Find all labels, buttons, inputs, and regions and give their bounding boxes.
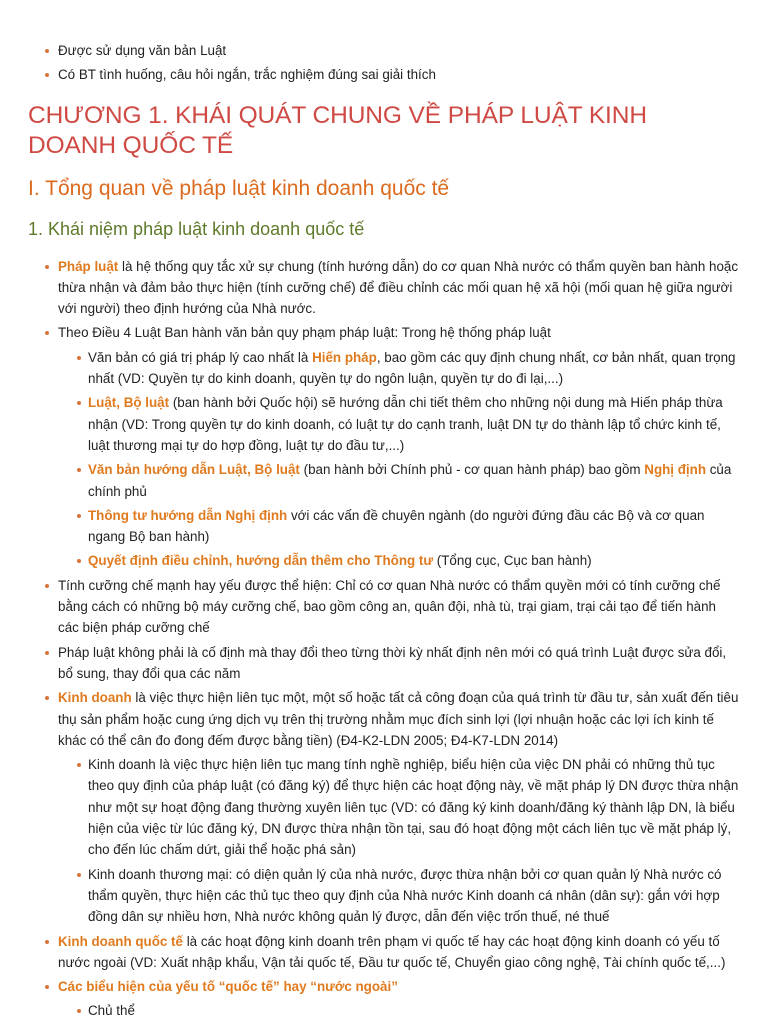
item-text: (ban hành bởi Quốc hội) sẽ hướng dẫn chi tiết thêm cho những nội dung mà Hiến pháp thừa nhận (VD: Trong quyền tự do kinh doanh, có luật tự do cạnh tranh, luật DN tự do thành lập tổ chức kinh tế, luật thương mại tự do hợp đồng, luật tự do đầu tư,...) bbox=[88, 395, 723, 453]
item-text: , bao gồm các quy định chung nhất, cơ bản nhất, quan trọng nhất (VD: Quyền tự do kinh doanh, quyền tự do ngôn luận, quyền tự do đi lại,...) bbox=[88, 349, 736, 387]
item-text: với các vấn đề chuyên ngành (do người đứng đầu các Bộ và cơ quan ngang Bộ ban hành) bbox=[88, 507, 705, 545]
list-item-dieu-4 bbox=[28, 322, 740, 571]
list-item-phap-luat bbox=[28, 256, 740, 320]
term-kinh-doanh: Kinh doanh bbox=[58, 690, 132, 706]
sub-item-kinh-doanh-nghe-nghiep: Kinh doanh là việc thực hiện liên tục mang tính nghề nghiệp, biểu hiện của việc DN phải có những thủ tục theo quy định của pháp luật (có đăng ký) để thực hiện các hoạt động này, về mặt pháp lý DN được thừa nhận như một sự hoạt động đang thường xuyên liên tục (VD: có đăng ký kinh doanh/đăng ký thành lập DN, là biểu hiện của việc từ lúc đăng ký, DN được thừa nhận tồn tại, sau đó hoạt động một cách liên tục về mặt pháp lý, cho đến lúc chấm dứt, giải thể hoặc phá sản) bbox=[58, 754, 740, 860]
list-item-kinh-doanh bbox=[28, 687, 740, 927]
list-item-thay-doi: Pháp luật không phải là cố định mà thay đổi theo từng thời kỳ nhất định nên mới có quá trình Luật được sửa đổi, bổ sung, thay đổi qua các năm bbox=[28, 642, 740, 685]
term-van-ban-huong-dan: Văn bản hướng dẫn Luật, Bộ luật bbox=[88, 462, 300, 478]
term-thong-tu: Thông tư hướng dẫn Nghị định bbox=[88, 507, 288, 523]
item-text: Theo Điều 4 Luật Ban hành văn bản quy phạm pháp luật: Trong hệ thống pháp luật bbox=[58, 325, 551, 341]
sub-list bbox=[58, 347, 740, 572]
term-quyet-dinh: Quyết định điều chỉnh, hướng dẫn thêm cho Thông tư bbox=[88, 553, 434, 569]
list-item: Được sử dụng văn bản Luật bbox=[28, 40, 740, 61]
item-text: Văn bản có giá trị pháp lý cao nhất là bbox=[88, 349, 313, 365]
item-text: là việc thực hiện liên tục một, một số hoặc tất cả công đoạn của quá trình từ đầu tư, sản xuất đến tiêu thụ sản phẩm hoặc cung ứng dịch vụ trên thị trường nhằm mục đích sinh lợi (lợi nhuận hoặc các lợi ích kinh tế khác có thể cân đo đong đếm được bằng tiền) (Đ4-K2-LDN 2005; Đ4-K7-LDN 2014) bbox=[58, 690, 739, 748]
list-item-bieu-hien bbox=[28, 976, 740, 1022]
sub-list bbox=[58, 1000, 740, 1021]
sub-item-luat bbox=[58, 392, 740, 456]
sub-item-thong-tu bbox=[58, 505, 740, 548]
term-luat: Luật, Bộ luật bbox=[88, 395, 170, 411]
item-text: là hệ thống quy tắc xử sự chung (tính hướng dẫn) do cơ quan Nhà nước có thẩm quyền ban hành hoặc thừa nhận và đảm bảo thực hiện (tính cưỡng chế) để điều chỉnh các mối quan hệ xã hội (mối quan hệ giữa người với người) theo định hướng của Nhà nước. bbox=[58, 258, 739, 317]
term-kinh-doanh-quoc-te: Kinh doanh quốc tế bbox=[58, 933, 183, 949]
subsection-title: 1. Khái niệm pháp luật kinh doanh quốc tế bbox=[28, 218, 365, 239]
sub-item-hien-phap bbox=[58, 347, 740, 390]
term-nghi-dinh: Nghị định bbox=[644, 462, 707, 478]
item-text: của chính phủ bbox=[88, 462, 732, 499]
item-text: (ban hành bởi Chính phủ - cơ quan hành pháp) bao gồm bbox=[299, 462, 645, 478]
list-item: Có BT tình huống, câu hỏi ngắn, trắc nghiệm đúng sai giải thích bbox=[28, 64, 740, 85]
sub-item-quyet-dinh bbox=[58, 550, 740, 571]
list-item-kinh-doanh-quoc-te bbox=[28, 931, 740, 974]
sub-item-van-ban-huong-dan bbox=[58, 459, 740, 502]
chapter-title: CHƯƠNG 1. KHÁI QUÁT CHUNG VỀ PHÁP LUẬT KINH DOANH QUỐC TẾ bbox=[28, 101, 647, 159]
sub-item-kinh-doanh-thuong-mai: Kinh doanh thương mại: có diện quản lý của nhà nước, được thừa nhận bởi cơ quan quản lý Nhà nước có thẩm quyền, thực hiện các thủ tục theo quy định của Nhà nước Kinh doanh cá nhân (dân sự): gắn với hợp đồng dân sự nhiều hơn, Nhà nước không quản lý được, dẫn đến việc trốn thuế, né thuế bbox=[58, 864, 740, 928]
item-text: (Tổng cục, Cục ban hành) bbox=[433, 553, 592, 569]
item-text: là các hoạt động kinh doanh trên phạm vi quốc tế hay các hoạt động kinh doanh có yếu tố nước ngoài (VD: Xuất nhập khẩu, Vận tải quốc tế, Đầu tư quốc tế, Chuyển giao công nghệ, Tài chính quốc tế,...) bbox=[58, 933, 726, 970]
term-hien-phap: Hiến pháp bbox=[312, 349, 377, 365]
sub-item-chu-the: Chủ thể bbox=[58, 1000, 740, 1021]
sub-list bbox=[58, 754, 740, 927]
term-bieu-hien: Các biểu hiện của yếu tố “quốc tế” hay “nước ngoài” bbox=[58, 979, 398, 995]
section-title: I. Tổng quan về pháp luật kinh doanh quốc tế bbox=[28, 176, 450, 200]
intro-list bbox=[28, 0, 740, 86]
list-item-cuong-che: Tính cưỡng chế mạnh hay yếu được thể hiện: Chỉ có cơ quan Nhà nước có thẩm quyền mới có tính cưỡng chế bằng cách có những bộ máy cưỡng chế, bao gồm công an, quân đội, nhà tù, trại giam, trại cải tạo để tiến hành các biện pháp cưỡng chế bbox=[28, 575, 740, 639]
content-list bbox=[28, 256, 740, 1022]
term-phap-luat: Pháp luật bbox=[58, 258, 119, 274]
